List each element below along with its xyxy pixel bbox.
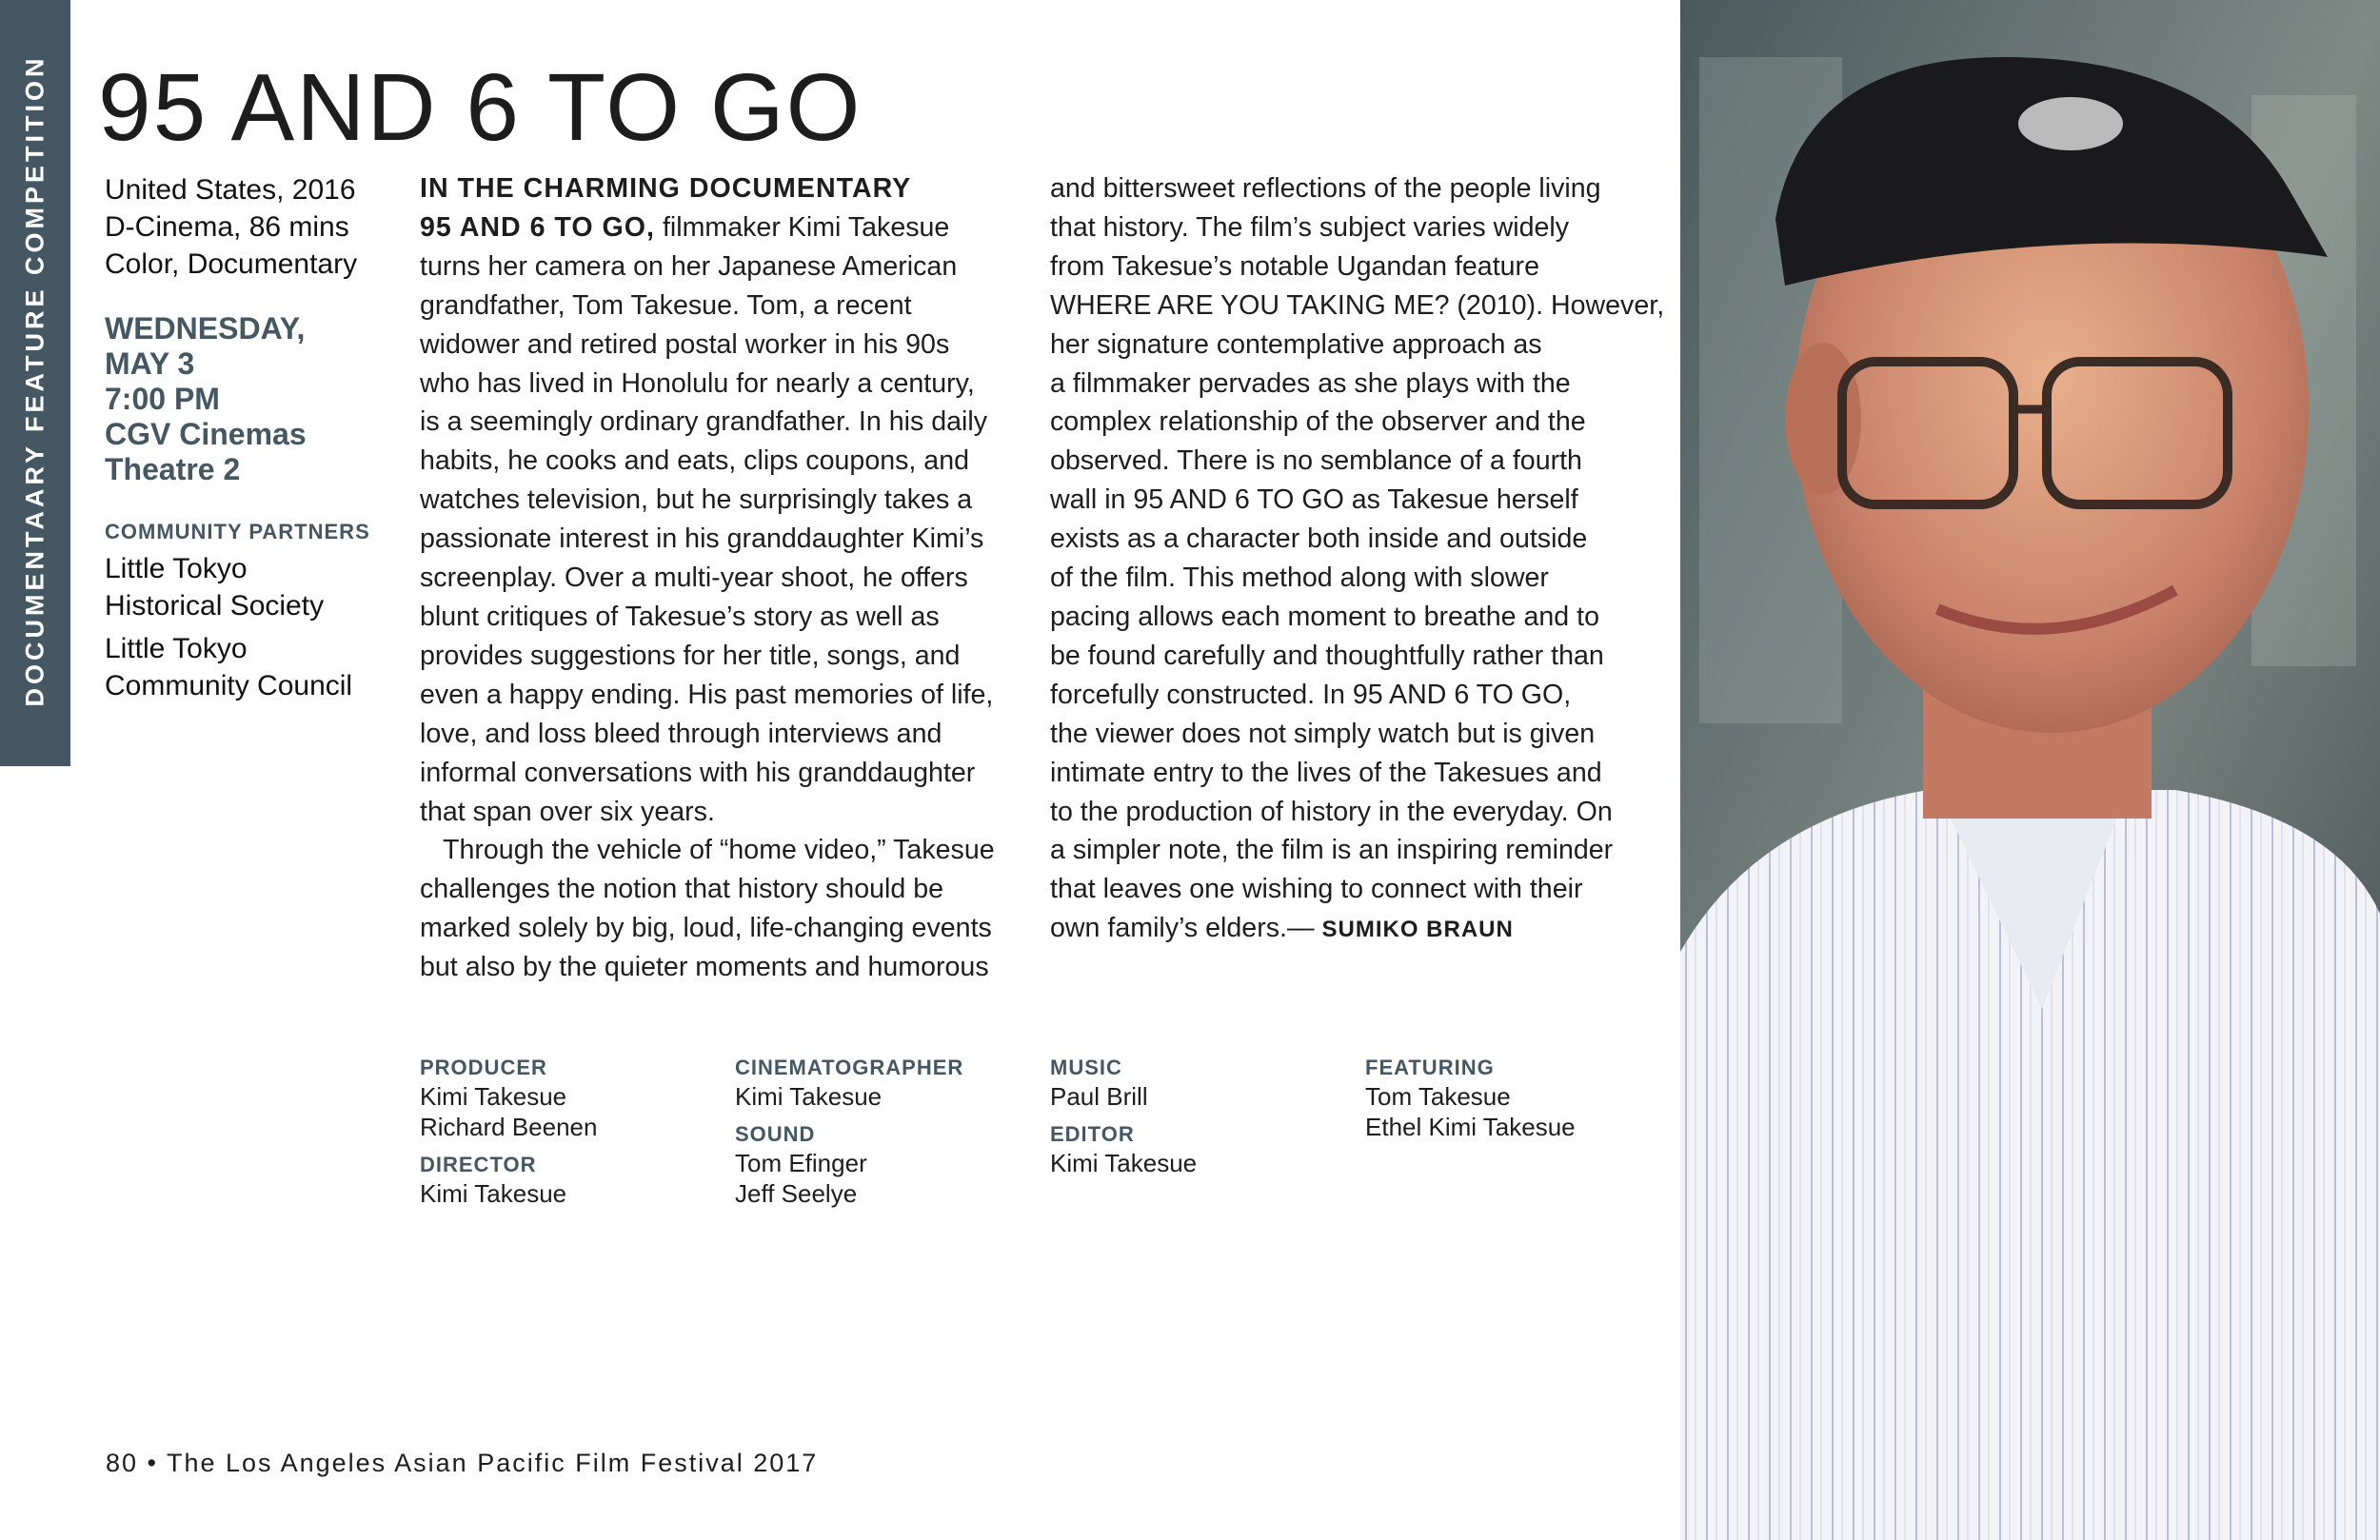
review-line: a simpler note, the film is an inspiring reminder xyxy=(1050,835,1614,866)
review-line: the viewer does not simply watch but is given xyxy=(1050,718,1596,749)
film-origin: United States, 2016 xyxy=(105,174,356,206)
screening-theatre: Theatre 2 xyxy=(105,452,241,486)
review-line: blunt critiques of Takesue’s story as well as xyxy=(420,601,940,632)
side-tab-label: DOCUMENTAARY FEATURE COMPETITION xyxy=(20,54,50,707)
partner-line: Little Tokyo xyxy=(105,633,248,664)
credit-name: Jeff Seelye xyxy=(735,1179,858,1208)
credit-name: Kimi Takesue xyxy=(420,1082,567,1111)
credits-column-4 xyxy=(1365,1055,1576,1142)
review-line: of the film. This method along with slower xyxy=(1050,563,1549,594)
community-partners-heading: COMMUNITY PARTNERS xyxy=(105,520,370,543)
credit-heading: EDITOR xyxy=(1050,1122,1135,1146)
review-line: that leaves one wishing to connect with their xyxy=(1050,874,1583,905)
side-tab xyxy=(0,0,70,766)
film-title: 95 AND 6 TO GO xyxy=(98,54,863,161)
credit-name: Tom Takesue xyxy=(1365,1082,1511,1111)
credit-name: Ethel Kimi Takesue xyxy=(1365,1113,1576,1141)
review-line: provides suggestions for her title, songs, and xyxy=(420,640,961,671)
credit-name: Kimi Takesue xyxy=(420,1179,567,1208)
review-line: is a seemingly ordinary grandfather. In his daily xyxy=(420,406,988,438)
credit-heading: CINEMATOGRAPHER xyxy=(735,1056,964,1079)
screening-day: WEDNESDAY, xyxy=(105,311,306,346)
film-format: D-Cinema, 86 mins xyxy=(105,211,349,243)
screening-info xyxy=(105,311,381,487)
review-text: own family’s elders.— xyxy=(1050,913,1322,944)
review-line: intimate entry to the lives of the Takesues and xyxy=(1050,757,1602,788)
review-line: grandfather, Tom Takesue. Tom, a recent xyxy=(420,289,912,321)
credit-name: Kimi Takesue xyxy=(735,1082,883,1111)
review-line: challenges the notion that history should be xyxy=(420,874,944,905)
review-line: widower and retired postal worker in his 90s xyxy=(420,328,950,360)
screening-date: MAY 3 xyxy=(105,346,195,381)
review-line: wall in 95 AND 6 TO GO as Takesue herself xyxy=(1050,484,1578,516)
credits-column-3 xyxy=(1050,1055,1197,1178)
review-text: filmmaker Kimi Takesue xyxy=(655,211,950,243)
credit-director xyxy=(420,1152,597,1209)
review-line: that span over six years. xyxy=(420,796,715,827)
credit-heading: SOUND xyxy=(735,1122,816,1146)
credit-heading: DIRECTOR xyxy=(420,1153,537,1176)
review-line: exists as a character both inside and outside xyxy=(1050,523,1588,555)
review-line: screenplay. Over a multi-year shoot, he offers xyxy=(420,563,968,594)
screening-venue: CGV Cinemas xyxy=(105,417,307,451)
partner-line: Little Tokyo xyxy=(105,553,248,584)
review-line: complex relationship of the observer and the xyxy=(1050,406,1586,438)
credit-music xyxy=(1050,1055,1197,1112)
review-line: that history. The film’s subject varies widely xyxy=(1050,211,1570,243)
review-line: marked solely by big, loud, life-changing events xyxy=(420,913,992,944)
review-line xyxy=(420,208,1039,247)
credit-editor xyxy=(1050,1121,1197,1178)
review-line: watches television, but he surprisingly takes a xyxy=(420,484,973,516)
review-line: even a happy ending. His past memories of life, xyxy=(420,679,994,710)
review-line: from Takesue’s notable Ugandan feature xyxy=(1050,250,1539,282)
review-line xyxy=(1050,909,1669,950)
review-line: observed. There is no semblance of a fourth xyxy=(1050,445,1582,477)
credit-name: Paul Brill xyxy=(1050,1082,1148,1111)
review-line: habits, he cooks and eats, clips coupons, and xyxy=(420,445,970,477)
review-line: be found carefully and thoughtfully rather than xyxy=(1050,640,1604,671)
credits-column-2 xyxy=(735,1055,963,1209)
partner-line: Historical Society xyxy=(105,590,325,622)
partner-item xyxy=(105,630,381,704)
credit-heading: MUSIC xyxy=(1050,1056,1122,1079)
film-info-panel xyxy=(105,171,381,704)
credit-name: Tom Efinger xyxy=(735,1149,867,1177)
credit-cinematographer xyxy=(735,1055,963,1112)
review-line: passionate interest in his granddaughter Kimi’s xyxy=(420,523,984,555)
review-line: Through the vehicle of “home video,” Takesue xyxy=(443,835,995,866)
review-line: love, and loss bleed through interviews and xyxy=(420,718,942,749)
portrait-photo xyxy=(1680,0,2380,1540)
review-byline: SUMIKO BRAUN xyxy=(1321,917,1514,943)
review-line: pacing allows each moment to breathe and to xyxy=(1050,601,1599,632)
review-line: forcefully constructed. In 95 AND 6 TO GO, xyxy=(1050,679,1572,710)
credit-name: Kimi Takesue xyxy=(1050,1149,1198,1177)
review-lead-line: IN THE CHARMING DOCUMENTARY xyxy=(420,173,912,204)
review-lead-title: 95 AND 6 TO GO, xyxy=(420,211,655,243)
credit-heading: PRODUCER xyxy=(420,1056,547,1079)
review-column-1 xyxy=(420,169,1039,987)
review-line: her signature contemplative approach as xyxy=(1050,328,1542,360)
review-line: informal conversations with his granddaughter xyxy=(420,757,976,788)
credit-sound xyxy=(735,1121,963,1209)
review-line: and bittersweet reflections of the people living xyxy=(1050,173,1601,204)
film-genre: Color, Documentary xyxy=(105,248,358,280)
review-line: who has lived in Honolulu for nearly a century, xyxy=(420,367,975,399)
review-line: but also by the quieter moments and humorous xyxy=(420,952,989,983)
screening-time: 7:00 PM xyxy=(105,382,220,416)
review-line: WHERE ARE YOU TAKING ME? (2010). However, xyxy=(1050,289,1665,321)
credit-heading: FEATURING xyxy=(1365,1056,1495,1079)
credit-name: Richard Beenen xyxy=(420,1113,598,1141)
review-line: a filmmaker pervades as she plays with the xyxy=(1050,367,1571,399)
credit-producer xyxy=(420,1055,597,1142)
review-column-2 xyxy=(1050,169,1669,950)
partner-item xyxy=(105,550,381,624)
credits-column-1 xyxy=(420,1055,597,1209)
page-footer: 80 • The Los Angeles Asian Pacific Film Festival 2017 xyxy=(106,1449,819,1477)
credit-featuring xyxy=(1365,1055,1576,1142)
review-line: to the production of history in the everyday. On xyxy=(1050,796,1613,827)
review-line: turns her camera on her Japanese American xyxy=(420,250,958,282)
partner-line: Community Council xyxy=(105,670,353,701)
